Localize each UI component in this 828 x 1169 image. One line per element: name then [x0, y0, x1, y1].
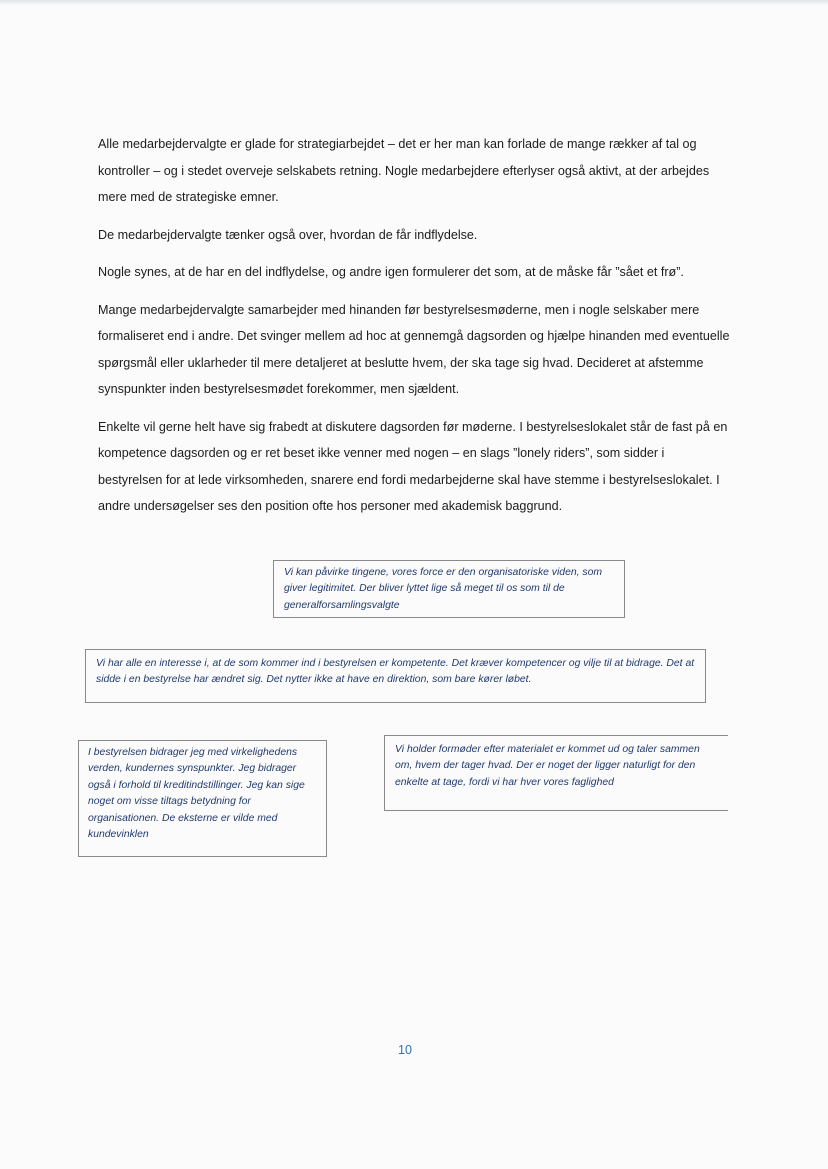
- quote-box-pre-meetings: Vi holder formøder efter materialet er kommet ud og taler sammen om, hvem der tager hvad. Der er noget der ligger naturligt for den enkelte at tage, fordi vi har hver vores faglighed: [384, 735, 728, 811]
- paragraph-lonely-riders: Enkelte vil gerne helt have sig frabedt at diskutere dagsorden før møderne. I bestyrelseslokalet står de fast på en kompetence dagsorden og er ret beset ikke venner med nogen – en slags ”lonely riders”, som sidder i bestyrelsen for at lede virksomheden, snarere end fordi medarbejderne skal have stemme i bestyrelseslokalet. I andre undersøgelser ses den position ofte hos personer med akademisk baggrund.: [98, 419, 728, 513]
- paragraph-influence: De medarbejdervalgte tænker også over, hvordan de får indflydelse.: [98, 227, 478, 242]
- body-text: [98, 131, 730, 531]
- page-number: 10: [398, 1043, 412, 1057]
- quote-box-legitimacy: Vi kan påvirke tingene, vores force er den organisatoriske viden, som giver legitimitet. Der bliver lyttet lige så meget til os som til de generalforsamlingsvalgte: [273, 560, 625, 618]
- quote-box-customer-view: I bestyrelsen bidrager jeg med virkelighedens verden, kundernes synspunkter. Jeg bidrager også i forhold til kreditindstillinger. Jeg kan sige noget om visse tiltags betydning for organisationen. De eksterne er vilde med kundevinklen: [78, 740, 327, 857]
- quote-box-competence: Vi har alle en interesse i, at de som kommer ind i bestyrelsen er kompetente. Det kræver kompetencer og vilje til at bidrage. Det at sidde i en bestyrelse har ændret sig. Det nytter ikke at have en direktion, som bare kører løbet.: [85, 649, 706, 703]
- page-top-edge: [0, 0, 828, 6]
- paragraph-seed: Nogle synes, at de har en del indflydelse, og andre igen formulerer det som, at de måske får ”sået et frø”.: [98, 265, 684, 279]
- paragraph-strategy: Alle medarbejdervalgte er glade for strategiarbejdet – det er her man kan forlade de mange rækker af tal og kontroller – og i stedet overveje selskabets retning. Nogle medarbejdere efterlyser også aktivt, at der arbejdes mere med de strategiske emner.: [98, 137, 710, 204]
- paragraph-cooperation: Mange medarbejdervalgte samarbejder med hinanden før bestyrelsesmøderne, men i nogle selskaber mere formaliseret end i andre. Det svinger mellem ad hoc at gennemgå dagsorden og hjælpe hinanden med eventuelle spørgsmål eller uklarheder til mere detaljeret at beslutte hvem, der ska tage sig hvad. Decideret at afstemme synspunkter inden bestyrelsesmødet forekommer, men sjældent.: [98, 302, 730, 396]
